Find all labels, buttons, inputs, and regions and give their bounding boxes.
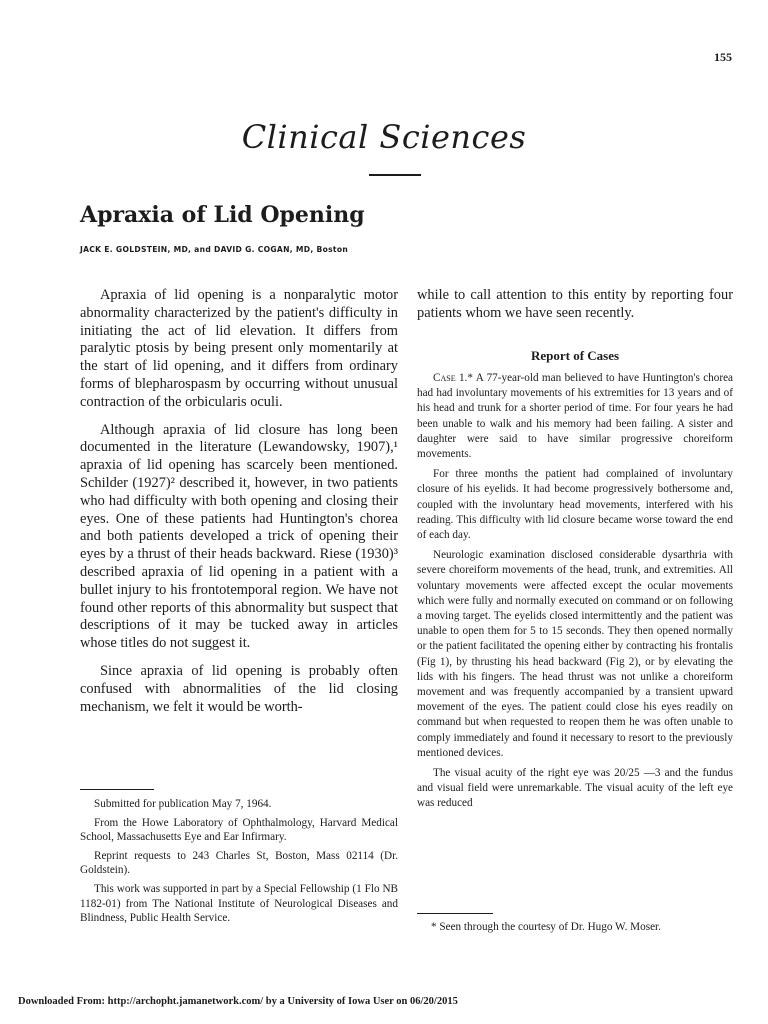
case-paragraph: For three months the patient had complained of involuntary closure of his eyelids. It had become progressively bothersome and, coupled with the involuntary head movements, interfered with his reading. This difficulty with lid closure became worse toward the end of each day. [417,468,733,542]
case-paragraph: Neurologic examination disclosed considerable dysarthria with severe choreiform movements of the head, trunk, and extremities. All voluntary movements were affected except the ocular movements which were fully and normally executed on command or on following a moving target. The eyelids closed intermittently and the patient was unable to open them for 5 to 15 seconds. They then opened normally or the patient facilitated the opening either by contracting his frontalis (Fig 1), by thrusting his head backward (Fig 2), or by elevating the lids with his fingers. The head thrust was not unlike a choreiform movement and was frequently accompanied by a transient upward movement of the eyes. The patient could close his eyes readily on command but when requested to reopen them he was often unable to comply immediately and found it necessary to resort to the previously mentioned devices. [417,549,733,759]
footnote: Submitted for publication May 7, 1964. [94,798,272,810]
body-column-right-continuation [417,287,733,323]
footnote: From the Howe Laboratory of Ophthalmology, Harvard Medical School, Massachusetts Eye and Ear Infirmary. [80,816,398,844]
footnote-divider-right [417,913,493,914]
report-of-cases-heading: Report of Cases [530,348,620,363]
article-byline: JACK E. GOLDSTEIN, MD, and DAVID G. COGAN, MD, Boston [80,245,349,254]
case-report-column [417,371,733,817]
body-paragraph: Since apraxia of lid opening is probably often confused with abnormalities of the lid closing mechanism, we felt it would be worth- [80,662,398,715]
case-paragraph: The visual acuity of the right eye was 20/25 —3 and the fundus and visual field were unremarkable. The visual acuity of the left eye was reduced [417,767,733,810]
footnotes-left [80,797,398,930]
case-paragraph [417,371,733,462]
footnote-right [417,920,733,935]
heading-divider [369,174,421,176]
page-number: 155 [714,50,732,64]
case-text: A 77-year-old man believed to have Huntington's chorea had had involuntary movements of his extremities for 13 years and of his head and trunk for a shorter period of time. For four years he had been unable to walk and his memory had been failing. A sister and daughter were said to have similar progressive choreiform movements. [417,372,734,461]
body-paragraph: Apraxia of lid opening is a nonparalytic motor abnormality characterized by the patient's difficulty in initiating the act of lid elevation. It differs from paralytic ptosis by being present only momentarily at the start of lid opening, and it differs from ordinary forms of blepharospasm by occurring without unusual contraction of the orbicularis oculi. [80,287,398,410]
footnote: This work was supported in part by a Special Fellowship (1 Flo NB 1182-01) from The National Institute of Neurological Diseases and Blindness, Public Health Service. [80,882,398,925]
section-heading: Clinical Sciences [241,118,527,156]
body-column-left [80,287,398,726]
body-paragraph: while to call attention to this entity by reporting four patients whom we have seen recently. [417,287,733,321]
footnote: Reprint requests to 243 Charles St, Boston, Mass 02114 (Dr. Goldstein). [80,849,398,877]
article-title: Apraxia of Lid Opening [80,202,365,228]
footnote: * Seen through the courtesy of Dr. Hugo W. Moser. [431,921,661,933]
download-footer: Downloaded From: http://archopht.jamanetwork.com/ by a University of Iowa User on 06/20/2015 [18,996,458,1007]
footnote-divider-left [80,789,154,790]
case-label: Case 1.* [433,372,473,384]
body-paragraph: Although apraxia of lid closure has long been documented in the literature (Lewandowsky, 1907),¹ apraxia of lid opening has scarcely been mentioned. Schilder (1927)² described it, however, in two patients who had difficulty with both opening and closing their eyes. One of these patients had Huntington's chorea and both patients developed a trick of opening their eyes by a thrust of their heads backward. Riese (1930)³ described apraxia of lid opening in a patient with a bullet injury to his frontotemporal region. We have not found other reports of this abnormality but suspect that descriptions of it may be tucked away in articles whose titles do not suggest it. [80,421,398,652]
